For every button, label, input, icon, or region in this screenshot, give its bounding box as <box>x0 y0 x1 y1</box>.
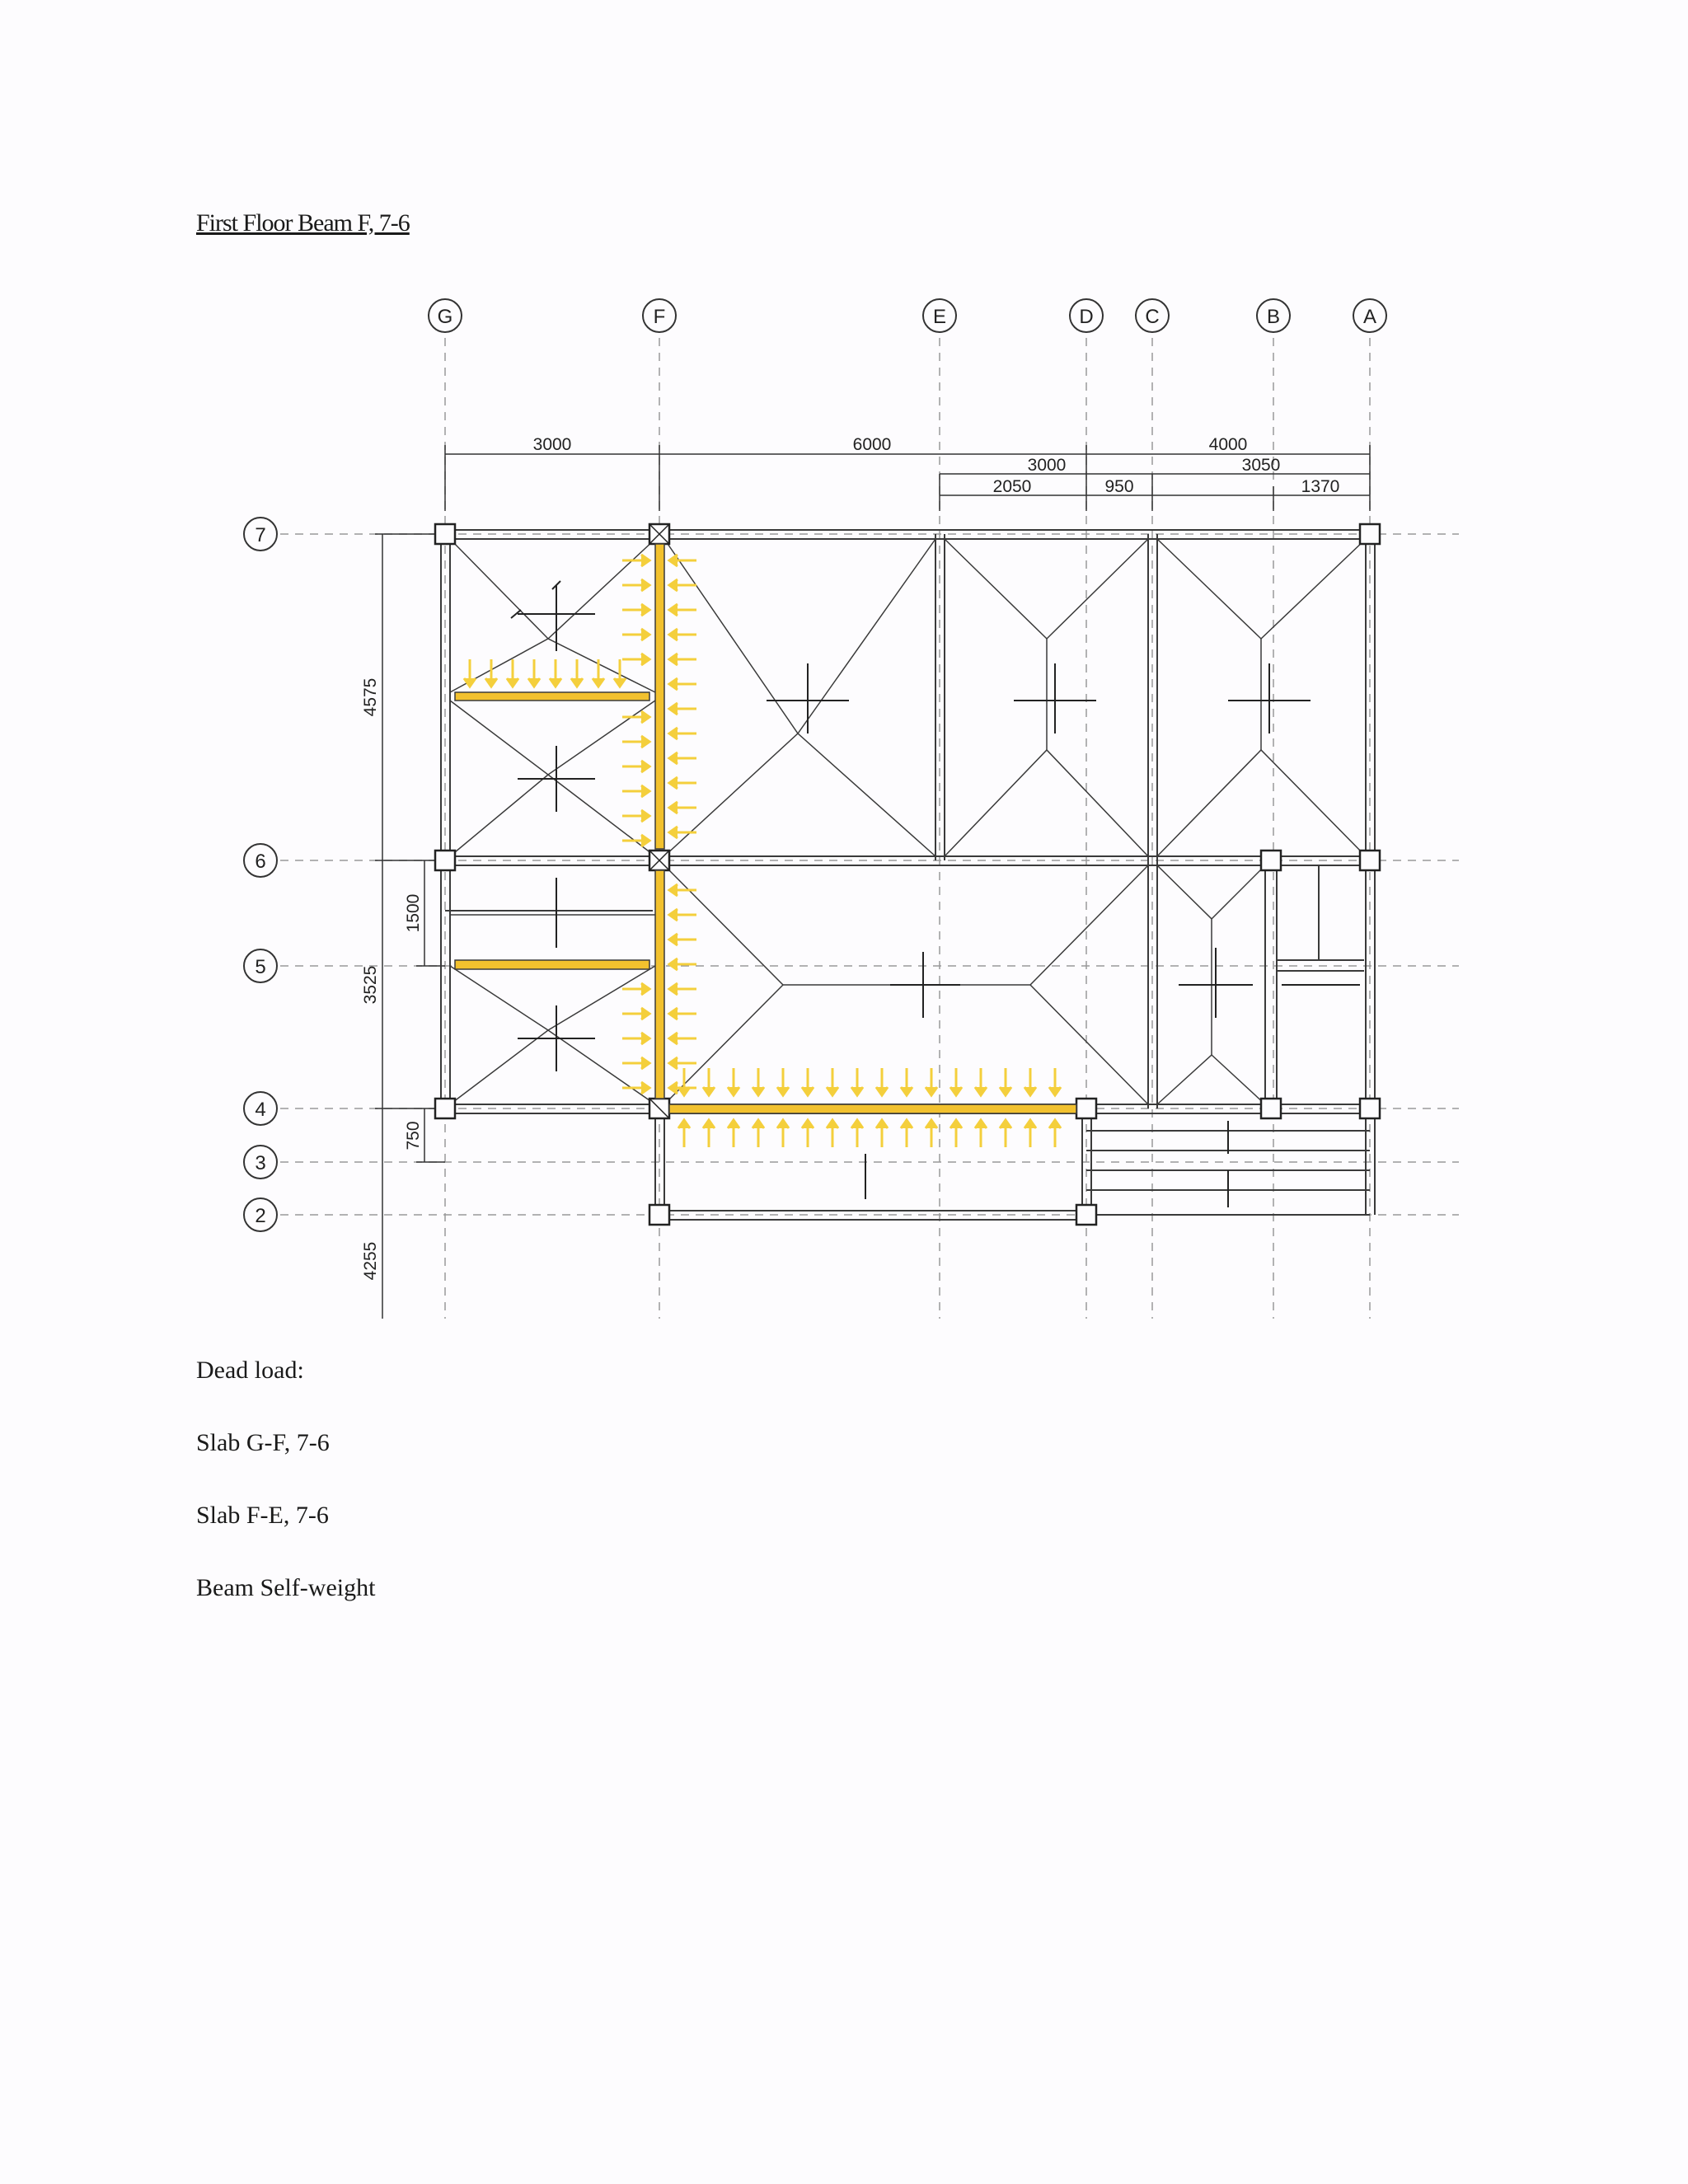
dim-top-7: 950 <box>1104 477 1134 496</box>
grid-label-col-1: F <box>653 306 666 328</box>
dim-top-4: 3000 <box>1027 456 1067 475</box>
grid-label-row-4: 3 <box>255 1152 266 1174</box>
dim-top-6: 2050 <box>992 477 1032 496</box>
page-heading: First Floor Beam F, 7-6 <box>196 209 410 237</box>
dim-top-2: 6000 <box>852 435 892 454</box>
dim-top-5: 3050 <box>1241 456 1281 475</box>
highlighted-beams <box>455 544 1076 1113</box>
grid-label-col-0: G <box>437 306 453 328</box>
dead-load-label: Dead load: <box>196 1357 304 1384</box>
dim-top-8: 1370 <box>1301 477 1340 496</box>
dim-left-5: 750 <box>404 1121 423 1151</box>
dim-left-4: 1500 <box>404 893 423 933</box>
slab-gf-label: Slab G-F, 7-6 <box>196 1429 330 1456</box>
grid-label-col-2: E <box>932 306 947 328</box>
grid-label-row-2: 5 <box>255 956 266 978</box>
grid-label-row-5: 2 <box>255 1205 266 1227</box>
grid-label-row-0: 7 <box>255 524 266 546</box>
grid-label-row-1: 6 <box>255 851 266 873</box>
dim-left-1: 4575 <box>361 677 380 717</box>
row-bubbles <box>244 518 277 1231</box>
dim-left-3: 4255 <box>361 1241 380 1281</box>
slab-fe-label: Slab F-E, 7-6 <box>196 1502 329 1529</box>
grid-label-col-5: B <box>1266 306 1281 328</box>
top-dimensions <box>445 445 1370 511</box>
dim-top-1: 3000 <box>532 435 572 454</box>
grid-lines <box>280 338 1459 1319</box>
yield-lines <box>450 539 1366 1104</box>
dim-left-2: 3525 <box>361 965 380 1005</box>
dim-top-3: 4000 <box>1208 435 1248 454</box>
grid-label-col-4: C <box>1145 306 1160 328</box>
grid-label-row-3: 4 <box>255 1099 266 1121</box>
column-bubbles <box>429 299 1386 332</box>
load-arrows <box>464 555 1061 1147</box>
grid-label-col-6: A <box>1362 306 1377 328</box>
beam-self-weight-label: Beam Self-weight <box>196 1574 376 1601</box>
beams <box>441 530 1375 1220</box>
grid-label-col-3: D <box>1079 306 1094 328</box>
